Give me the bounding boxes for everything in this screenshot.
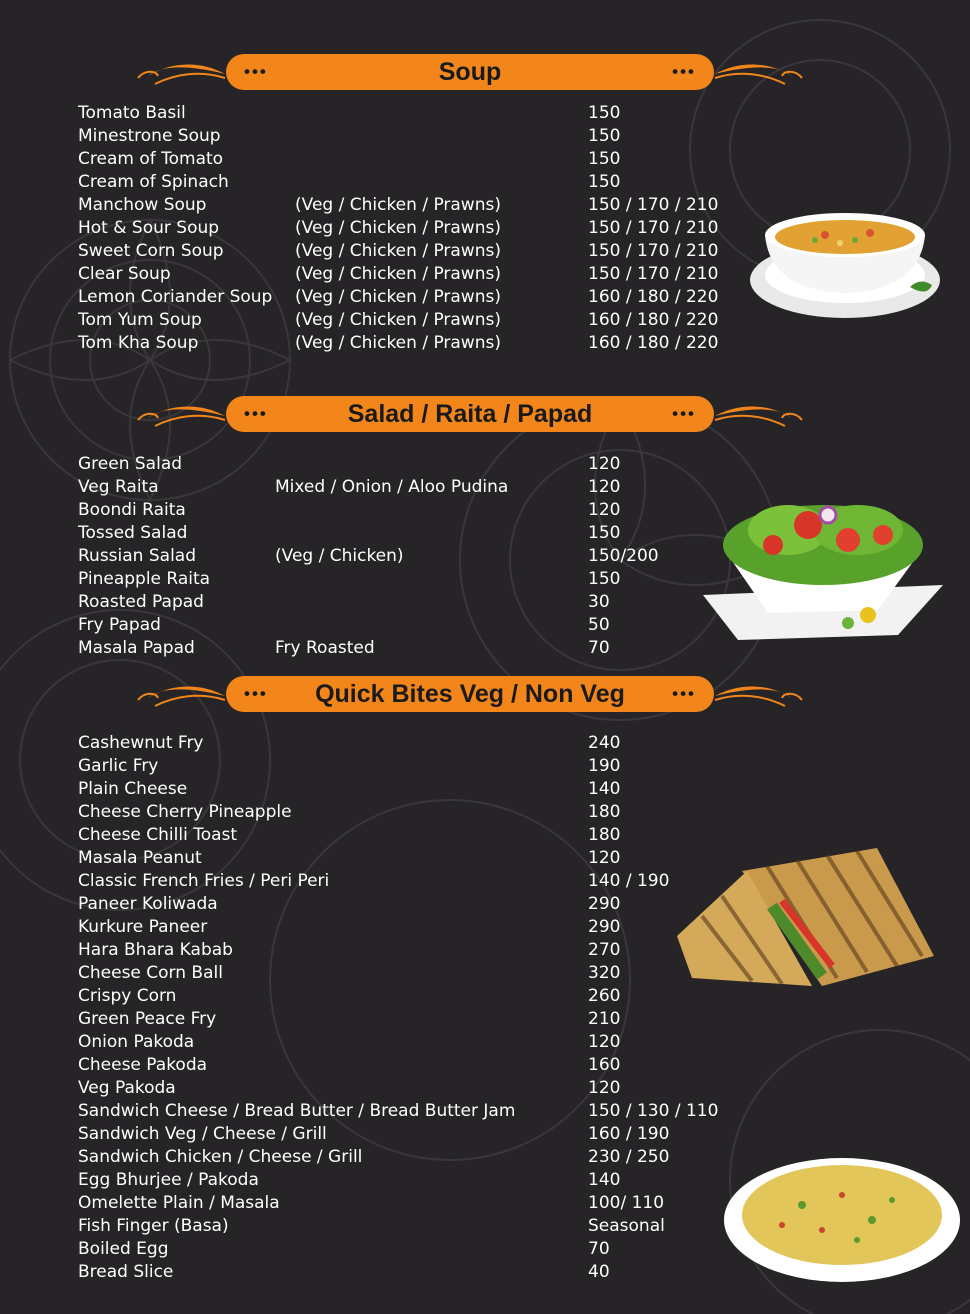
- item-name: Sandwich Cheese / Bread Butter / Bread Butter Jam: [78, 1101, 516, 1121]
- section-header-salad: [130, 394, 810, 434]
- item-variant: (Veg / Chicken / Prawns): [295, 241, 501, 261]
- item-name: Tom Yum Soup: [78, 310, 202, 330]
- item-price: 180: [588, 802, 621, 822]
- item-name: Fry Papad: [78, 615, 161, 635]
- item-price: 120: [588, 1032, 621, 1052]
- item-name: Lemon Coriander Soup: [78, 287, 273, 307]
- item-name: Green Salad: [78, 454, 183, 474]
- item-name: Fish Finger (Basa): [78, 1216, 229, 1236]
- item-price: 160 / 180 / 220: [588, 333, 719, 353]
- item-price: 40: [588, 1262, 610, 1282]
- item-name: Egg Bhurjee / Pakoda: [78, 1170, 259, 1190]
- item-name: Cheese Pakoda: [78, 1055, 208, 1075]
- item-price: 160 / 180 / 220: [588, 310, 719, 330]
- item-variant: (Veg / Chicken / Prawns): [295, 287, 501, 307]
- swirl-right-icon: [710, 394, 810, 434]
- item-variant: (Veg / Chicken / Prawns): [295, 310, 501, 330]
- item-name: Sandwich Chicken / Cheese / Grill: [78, 1147, 363, 1167]
- item-price: 30: [588, 592, 610, 612]
- item-name: Paneer Koliwada: [78, 894, 218, 914]
- item-name: Cheese Corn Ball: [78, 963, 223, 983]
- section-header-soup: [130, 52, 810, 92]
- item-variant: Mixed / Onion / Aloo Pudina: [275, 477, 509, 497]
- item-price: 150: [588, 523, 621, 543]
- item-price: 120: [588, 848, 621, 868]
- item-price: Seasonal: [588, 1216, 665, 1236]
- salad-bowl-icon: [698, 485, 948, 645]
- swirl-left-icon: [130, 674, 230, 714]
- dots-right-icon: •••: [672, 404, 696, 423]
- dots-left-icon: •••: [244, 404, 268, 423]
- item-price: 290: [588, 894, 621, 914]
- item-price: 140: [588, 779, 621, 799]
- item-name: Cashewnut Fry: [78, 733, 204, 753]
- item-name: Tom Kha Soup: [78, 333, 199, 353]
- section-title-quick-bites: ••• Quick Bites Veg / Non Veg •••: [226, 676, 714, 712]
- item-variant: (Veg / Chicken / Prawns): [295, 264, 501, 284]
- item-price: 150 / 170 / 210: [588, 264, 719, 284]
- item-price: 180: [588, 825, 621, 845]
- section-title-salad: ••• Salad / Raita / Papad •••: [226, 396, 714, 432]
- item-price: 150/200: [588, 546, 659, 566]
- item-name: Roasted Papad: [78, 592, 204, 612]
- item-name: Cream of Tomato: [78, 149, 224, 169]
- item-price: 270: [588, 940, 621, 960]
- item-name: Cream of Spinach: [78, 172, 229, 192]
- item-price: 120: [588, 500, 621, 520]
- item-price: 120: [588, 454, 621, 474]
- item-price: 140 / 190: [588, 871, 670, 891]
- item-price: 260: [588, 986, 621, 1006]
- omelette-plate-icon: [722, 1155, 962, 1285]
- item-price: 50: [588, 615, 610, 635]
- item-price: 120: [588, 1078, 621, 1098]
- item-name: Cheese Cherry Pineapple: [78, 802, 292, 822]
- item-name: Garlic Fry: [78, 756, 159, 776]
- item-price: 210: [588, 1009, 621, 1029]
- grilled-sandwich-icon: [672, 846, 937, 996]
- item-variant: (Veg / Chicken / Prawns): [295, 195, 501, 215]
- item-price: 70: [588, 1239, 610, 1259]
- item-name: Plain Cheese: [78, 779, 188, 799]
- item-price: 150 / 170 / 210: [588, 195, 719, 215]
- item-name: Kurkure Paneer: [78, 917, 208, 937]
- item-name: Tomato Basil: [78, 103, 186, 123]
- swirl-right-icon: [710, 674, 810, 714]
- item-price: 160 / 180 / 220: [588, 287, 719, 307]
- item-name: Onion Pakoda: [78, 1032, 195, 1052]
- item-name: Masala Papad: [78, 638, 195, 658]
- item-price: 160: [588, 1055, 621, 1075]
- item-price: 120: [588, 477, 621, 497]
- swirl-right-icon: [710, 52, 810, 92]
- item-name: Green Peace Fry: [78, 1009, 217, 1029]
- item-price: 150: [588, 149, 621, 169]
- swirl-left-icon: [130, 394, 230, 434]
- item-variant: Fry Roasted: [275, 638, 375, 658]
- item-price: 150: [588, 172, 621, 192]
- item-price: 140: [588, 1170, 621, 1190]
- dots-right-icon: •••: [672, 684, 696, 703]
- item-name: Omelette Plain / Masala: [78, 1193, 280, 1213]
- item-name: Boondi Raita: [78, 500, 186, 520]
- item-name: Veg Pakoda: [78, 1078, 176, 1098]
- item-name: Sandwich Veg / Cheese / Grill: [78, 1124, 327, 1144]
- dots-left-icon: •••: [244, 62, 268, 81]
- item-price: 290: [588, 917, 621, 937]
- item-name: Minestrone Soup: [78, 126, 221, 146]
- item-name: Cheese Chilli Toast: [78, 825, 238, 845]
- item-price: 150: [588, 103, 621, 123]
- item-name: Hara Bhara Kabab: [78, 940, 233, 960]
- item-name: Bread Slice: [78, 1262, 174, 1282]
- item-name: Veg Raita: [78, 477, 159, 497]
- section-header-quick-bites: [130, 674, 810, 714]
- item-price: 190: [588, 756, 621, 776]
- item-price: 150 / 170 / 210: [588, 241, 719, 261]
- dots-right-icon: •••: [672, 62, 696, 81]
- item-name: Sweet Corn Soup: [78, 241, 224, 261]
- item-price: 160 / 190: [588, 1124, 670, 1144]
- soup-bowl-icon: [745, 195, 945, 325]
- dots-left-icon: •••: [244, 684, 268, 703]
- item-price: 240: [588, 733, 621, 753]
- item-name: Clear Soup: [78, 264, 171, 284]
- item-name: Boiled Egg: [78, 1239, 169, 1259]
- item-name: Classic French Fries / Peri Peri: [78, 871, 330, 891]
- item-price: 150 / 130 / 110: [588, 1101, 719, 1121]
- item-variant: (Veg / Chicken / Prawns): [295, 218, 501, 238]
- item-price: 150 / 170 / 210: [588, 218, 719, 238]
- swirl-left-icon: [130, 52, 230, 92]
- item-name: Manchow Soup: [78, 195, 207, 215]
- item-variant: (Veg / Chicken / Prawns): [295, 333, 501, 353]
- item-name: Russian Salad: [78, 546, 196, 566]
- item-price: 320: [588, 963, 621, 983]
- item-name: Hot & Sour Soup: [78, 218, 220, 238]
- item-price: 70: [588, 638, 610, 658]
- item-price: 100/ 110: [588, 1193, 665, 1213]
- item-variant: (Veg / Chicken): [275, 546, 404, 566]
- section-title-soup: ••• Soup •••: [226, 54, 714, 90]
- item-name: Masala Peanut: [78, 848, 202, 868]
- item-name: Tossed Salad: [78, 523, 188, 543]
- item-name: Pineapple Raita: [78, 569, 211, 589]
- item-price: 150: [588, 569, 621, 589]
- item-price: 230 / 250: [588, 1147, 670, 1167]
- item-name: Crispy Corn: [78, 986, 177, 1006]
- item-price: 150: [588, 126, 621, 146]
